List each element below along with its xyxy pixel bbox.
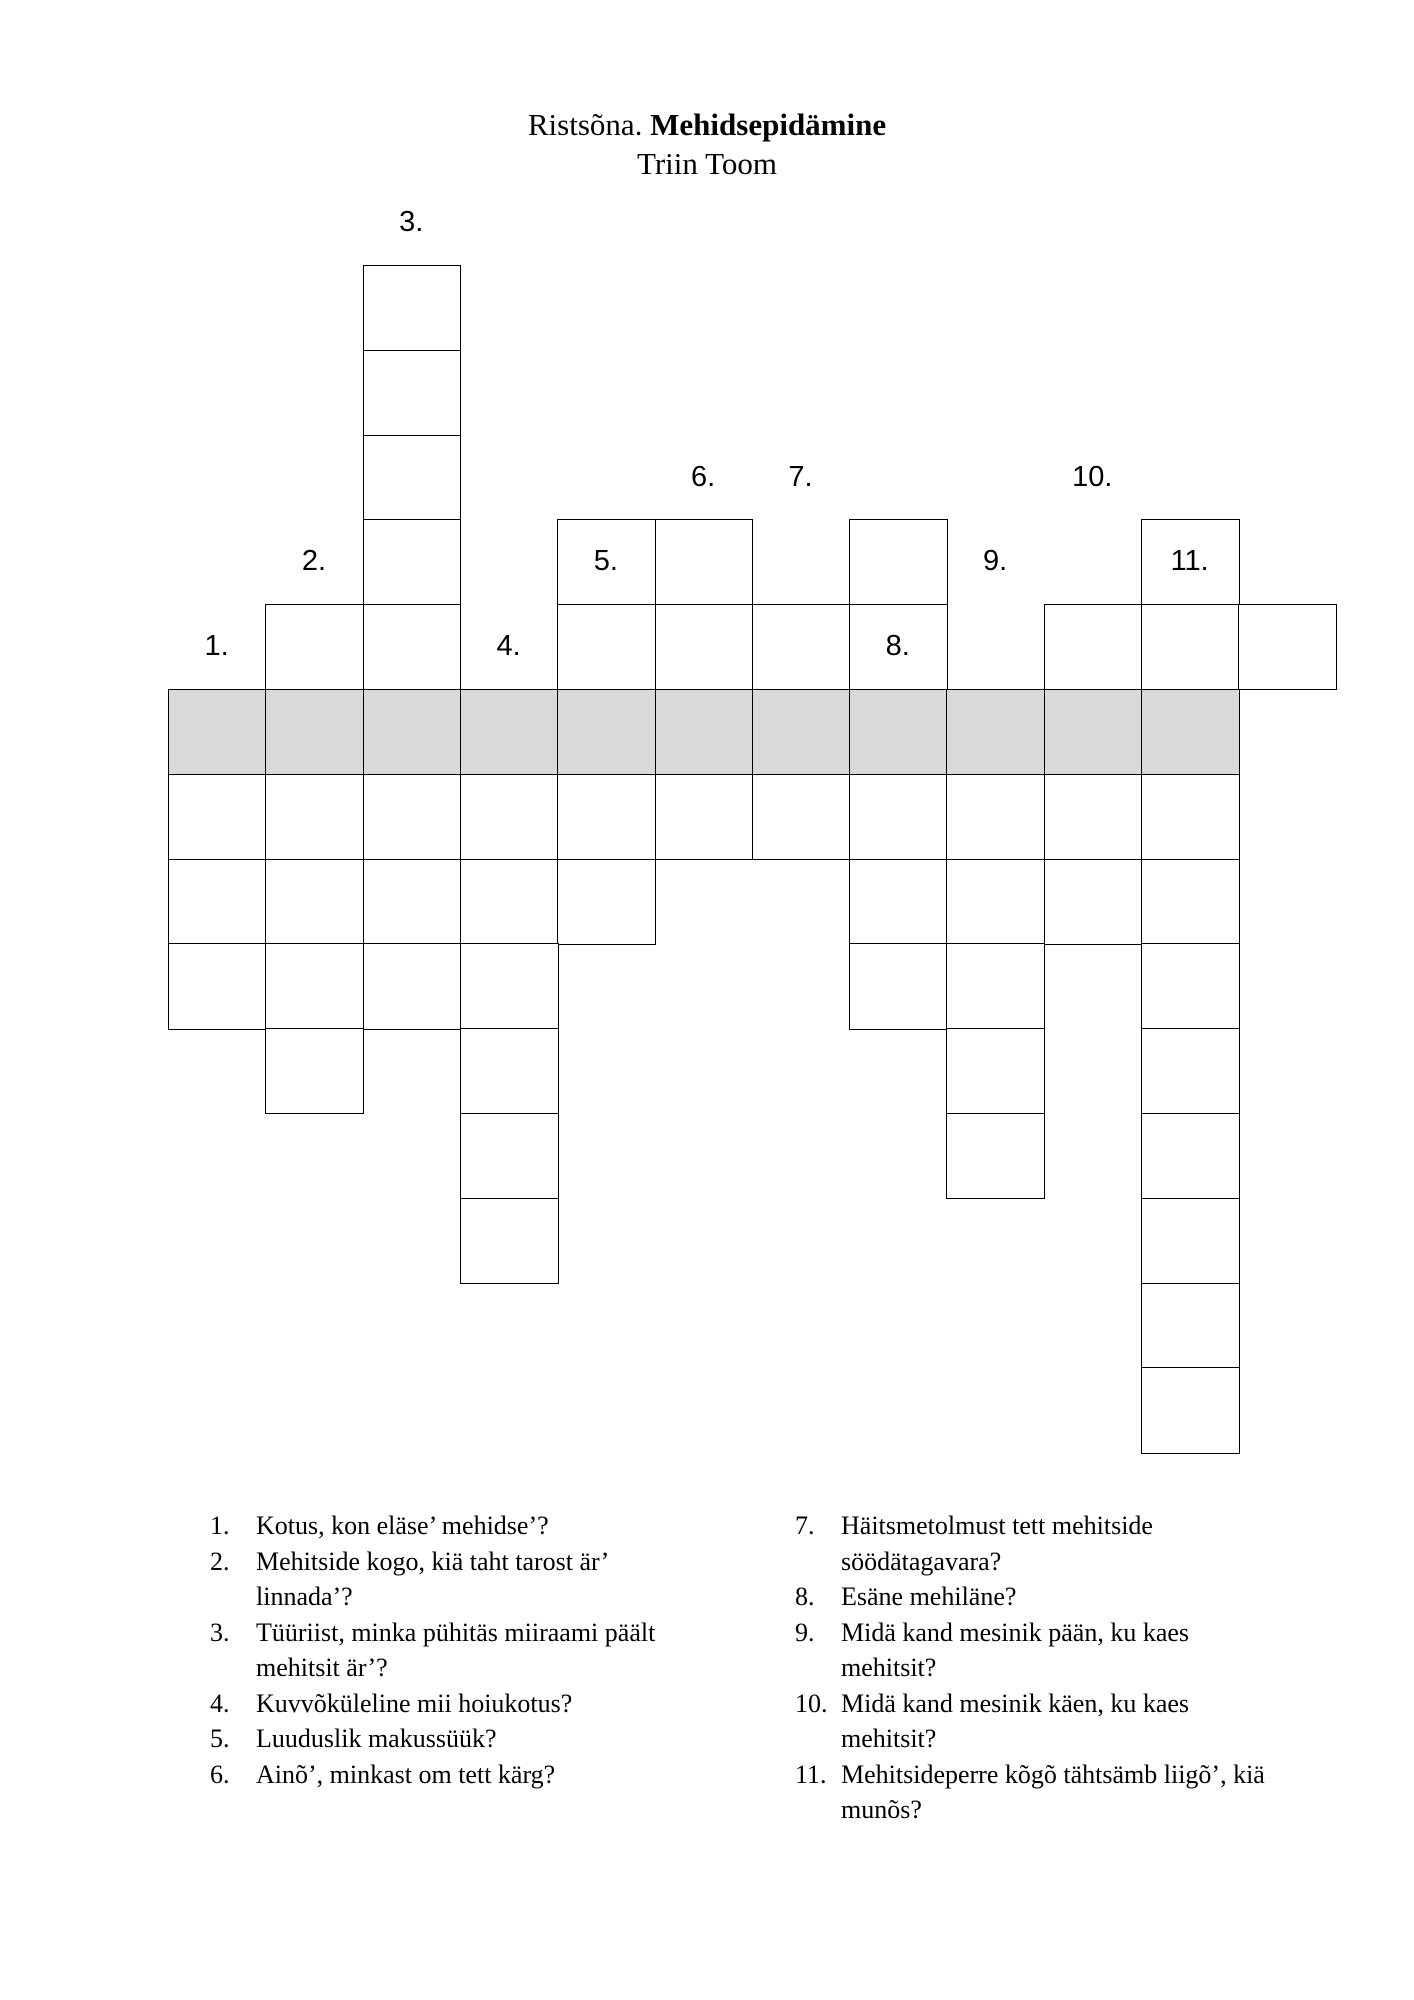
clue-number: 6.	[210, 1759, 230, 1789]
clue-text: Häitsmetolmust tett mehitside söödätagavara?	[841, 1511, 1153, 1576]
crossword-cell[interactable]	[655, 774, 754, 860]
clue-text: Kotus, kon eläse’ mehidse’?	[256, 1511, 549, 1540]
crossword-cell[interactable]	[363, 519, 462, 605]
crossword-cell[interactable]	[265, 859, 364, 945]
crossword-cell[interactable]	[265, 604, 364, 690]
clue-number: 7.	[795, 1511, 815, 1540]
crossword-cell[interactable]	[168, 859, 267, 945]
clue-item	[210, 1686, 660, 1722]
crossword-cell[interactable]	[265, 1028, 364, 1114]
crossword-cell[interactable]	[460, 1028, 559, 1114]
crossword-cell[interactable]	[1141, 1283, 1240, 1369]
crossword-cell[interactable]	[460, 1198, 559, 1284]
clue-text: Ainõ’, minkast om tett kärg?	[256, 1759, 556, 1789]
clue-number: 1.	[210, 1511, 230, 1540]
crossword-cell[interactable]	[1141, 1198, 1240, 1284]
clue-number-label: 1.	[204, 630, 229, 663]
crossword-cell[interactable]	[265, 774, 364, 860]
crossword-cell[interactable]	[946, 774, 1045, 860]
clue-number: 3.	[210, 1617, 230, 1647]
crossword-cell-solution[interactable]	[946, 689, 1045, 775]
clue-number: 9.	[795, 1617, 815, 1647]
crossword-cell[interactable]	[849, 943, 948, 1029]
clue-number-label: 11.	[1170, 545, 1209, 578]
crossword-cell[interactable]	[265, 943, 364, 1029]
clue-list-left	[210, 1508, 660, 1792]
clue-text: Midä kand mesinik pään, ku kaes mehitsit?	[841, 1617, 1190, 1682]
crossword-cell[interactable]	[363, 435, 462, 521]
crossword-cell[interactable]	[363, 859, 462, 945]
crossword-cell-solution[interactable]	[557, 689, 656, 775]
title-prefix: Ristsõna.	[527, 107, 643, 142]
crossword-cell[interactable]	[460, 859, 559, 945]
crossword-cell[interactable]	[946, 859, 1045, 945]
crossword-cell[interactable]	[946, 1113, 1045, 1199]
clue-text: Kuvvõküleline mii hoiukotus?	[256, 1688, 573, 1718]
crossword-cell-solution[interactable]	[849, 689, 948, 775]
crossword-cell[interactable]	[168, 774, 267, 860]
crossword-cell[interactable]	[849, 519, 948, 605]
crossword-cell[interactable]	[557, 604, 656, 690]
crossword-cell[interactable]	[655, 604, 754, 690]
crossword-cell[interactable]	[363, 774, 462, 860]
crossword-cell[interactable]	[849, 774, 948, 860]
clue-number-label: 3.	[399, 206, 424, 239]
crossword-cell[interactable]	[1141, 859, 1240, 945]
clue-item	[795, 1615, 1265, 1686]
clue-item	[795, 1508, 1265, 1579]
clue-item	[795, 1757, 1265, 1828]
clue-number-label: 6.	[691, 460, 716, 493]
crossword-cell[interactable]	[849, 859, 948, 945]
clue-item	[210, 1544, 660, 1615]
crossword-cell[interactable]	[1141, 1367, 1240, 1453]
crossword-cell[interactable]	[363, 350, 462, 436]
clue-number-label: 7.	[788, 460, 813, 493]
crossword-cell[interactable]	[752, 604, 851, 690]
crossword-cell-solution[interactable]	[363, 689, 462, 775]
clue-number-label: 8.	[885, 630, 910, 663]
crossword-cell[interactable]	[1044, 604, 1143, 690]
crossword-cell[interactable]	[1238, 604, 1337, 690]
clue-number-label: 10.	[1072, 460, 1113, 493]
clue-number-label: 2.	[301, 545, 327, 578]
crossword-cell[interactable]	[557, 859, 656, 945]
crossword-cell[interactable]	[460, 1113, 559, 1199]
crossword-cell[interactable]	[655, 519, 754, 605]
clue-number: 2.	[210, 1546, 230, 1576]
clue-number: 10.	[795, 1688, 828, 1718]
crossword-cell[interactable]	[946, 1028, 1045, 1114]
crossword-cell[interactable]	[1141, 943, 1240, 1029]
crossword-cell[interactable]	[1044, 774, 1143, 860]
crossword-cell[interactable]	[752, 774, 851, 860]
clue-number: 8.	[795, 1582, 815, 1611]
crossword-cell[interactable]	[1044, 859, 1143, 945]
crossword-cell[interactable]	[168, 943, 267, 1029]
clue-text: Mehitsideperre kõgõ tähtsämb liigõ’, kiä munõs?	[841, 1759, 1265, 1824]
clue-item	[795, 1686, 1265, 1757]
crossword-cell[interactable]	[363, 943, 462, 1029]
crossword-cell-solution[interactable]	[1141, 689, 1240, 775]
title-bold: Mehidsepidämine	[650, 107, 887, 142]
crossword-cell[interactable]	[363, 604, 462, 690]
crossword-cell[interactable]	[1141, 1113, 1240, 1199]
clue-text: Midä kand mesinik käen, ku kaes mehitsit?	[841, 1688, 1190, 1753]
crossword-cell-solution[interactable]	[1044, 689, 1143, 775]
clue-number: 4.	[210, 1688, 230, 1718]
crossword-cell-solution[interactable]	[460, 689, 559, 775]
author-name: Triin Toom	[637, 146, 777, 181]
clue-number-label: 9.	[982, 545, 1008, 578]
crossword-cell-solution[interactable]	[752, 689, 851, 775]
crossword-cell-solution[interactable]	[168, 689, 267, 775]
crossword-cell[interactable]	[1141, 1028, 1240, 1114]
crossword-cell[interactable]	[460, 774, 559, 860]
clue-text: Tüüriist, minka pühitäs miiraami päält mehitsit är’?	[256, 1617, 656, 1682]
clue-text: Esäne mehiläne?	[841, 1582, 1017, 1611]
clue-list-right	[795, 1508, 1265, 1828]
clue-item	[795, 1579, 1265, 1615]
crossword-cell-solution[interactable]	[265, 689, 364, 775]
crossword-cell[interactable]	[460, 943, 559, 1029]
crossword-cell[interactable]	[363, 265, 462, 351]
clue-item	[210, 1721, 660, 1757]
clue-item	[210, 1615, 660, 1686]
clue-number-label: 4.	[496, 630, 521, 663]
crossword-cell-solution[interactable]	[655, 689, 754, 775]
clue-item	[210, 1757, 660, 1793]
crossword-cell[interactable]	[557, 774, 656, 860]
clue-number: 5.	[210, 1724, 230, 1753]
clue-text: Luuduslik makussüük?	[256, 1724, 497, 1753]
clue-number-label: 5.	[593, 545, 618, 578]
crossword-cell[interactable]	[1141, 604, 1240, 690]
crossword-cell[interactable]	[946, 943, 1045, 1029]
clue-number: 11.	[795, 1759, 827, 1789]
crossword-cell[interactable]	[1141, 774, 1240, 860]
clue-item	[210, 1508, 660, 1544]
clue-text: Mehitside kogo, kiä taht tarost är’ linnada’?	[256, 1546, 608, 1611]
